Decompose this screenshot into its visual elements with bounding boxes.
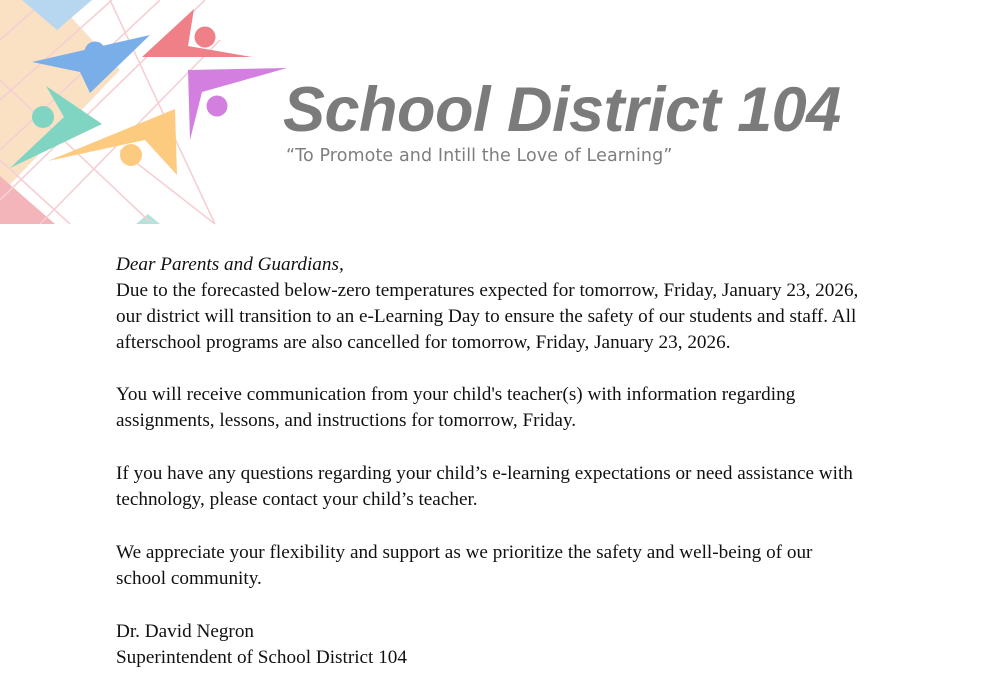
letter-body: [116, 252, 936, 671]
paragraph-line: Due to the forecasted below-zero temperatures expected for tomorrow, Friday, January 23, 2026,: [116, 280, 859, 301]
signature-title: Superintendent of School District 104: [116, 647, 407, 668]
paragraph-weather-closure: [116, 278, 936, 356]
district-tagline: “To Promote and Intill the Love of Learning”: [286, 146, 673, 166]
paragraph-spacer: [116, 434, 936, 461]
district-title: School District 104: [283, 75, 841, 145]
paragraph-spacer: [116, 592, 936, 619]
paragraph-line: If you have any questions regarding your child’s e-learning expectations or need assistance with: [116, 463, 853, 484]
paragraph-appreciation: [116, 540, 936, 592]
paragraph-line: afterschool programs are also cancelled for tomorrow, Friday, January 23, 2026.: [116, 332, 731, 353]
signature-name: Dr. David Negron: [116, 621, 255, 642]
paragraph-questions: [116, 461, 936, 513]
paragraph-line: assignments, lessons, and instructions for tomorrow, Friday.: [116, 410, 577, 431]
people-stars-logo-icon: [0, 0, 300, 226]
signature-block: [116, 619, 936, 671]
paragraph-spacer: [116, 513, 936, 540]
paragraph-line: technology, please contact your child’s teacher.: [116, 489, 478, 510]
salutation: Dear Parents and Guardians,: [116, 254, 344, 275]
paragraph-spacer: [116, 356, 936, 382]
paragraph-line: our district will transition to an e-Learning Day to ensure the safety of our students and staff. All: [116, 306, 857, 327]
paragraph-line: school community.: [116, 568, 262, 589]
paragraph-line: You will receive communication from your child's teacher(s) with information regarding: [116, 384, 796, 405]
paragraph-line: We appreciate your flexibility and support as we prioritize the safety and well-being of our: [116, 542, 813, 563]
header-banner: [0, 0, 1005, 226]
paragraph-teacher-communication: [116, 382, 936, 434]
